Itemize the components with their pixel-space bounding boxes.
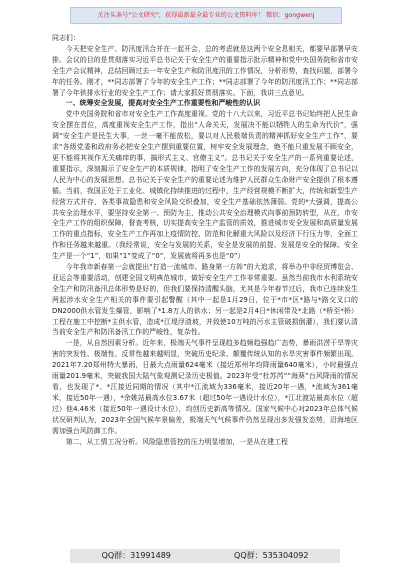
section-heading: 一、统筹安全发展，提高对安全生产工作重要性和严峻性的认识 (65, 99, 261, 108)
paragraph: 今年我市新春第一会就提出“打造一流城市、路身第一方阵”的大追求，将举办中非经贸博览会、亚运会等重要活动，创建全国文明典范城市，做好安全生产工作非常重要。虽然当前我市水利系统安全生产和防汛备汛总体形势是好的，但我们要保持清醒头脑，尤其是今年春节过后，我市已连续发生两起涉水安全生产相关的事件要引起警醒（其中一起是1月29日，位于*市*区*路与*路交叉口的DN2000供水管发生爆管，影响了*1.8万人的供水；另一起是2月4日*休闲带及*北路（*桥至*桥）工程在施工中挖断*主供水管，造成*江堤浮渣坡，并致使10万吨的污水主管破损倒灌），我们要认清当前安全生产和防汛备汛工作的严峻性，复杂性。 (52, 263, 358, 337)
paragraph: 党中央国务院和省市对安全生产工作高度重视。党的十八大以来，习近平总书记始终把人民生命安全摆在首位，高度重视安全生产工作，指出“人命关天，发展决不能以牺牲人的生命为代价”，强调“安全生产是民生大事，一丝一毫不能放松，要以对人民极端负责的精神抓好安全生产工作”，要求“各级党委和政府务必把安全生产摆到重要位置，树牢安全发展理念，绝不能只重发展不顾安全，更不能将其视作无关痛痒的事，搞形式主义、官僚主义”。总书记关于安全生产的一系列重要论述，重要指示，深刻揭示了安全生产的本质规律，指明了安全生产工作的发展方向，充分体现了总书记以人民为中心的发展思想。总书记关于安全生产的重要论述为维护人民群众生命财产安全提供了根本遵循。当前，我国正处于工业化、城镇化持续推进的过程中，生产经营规模不断扩大，传统和新型生产经营方式并存，各类事故隐患和安全风险交织叠加，安全生产基础依然薄弱。党的*大强调，提高公共安全治理水平，要坚持安全第一、预防为主，推动公共安全治理模式向事前预防转型，从在，市安全生产工作的组织保障，督查考核，切实提高安全生产监管的质效，推进城市安全发展和高质量发展工作的重点指标，安全生产工作再加上疫情防控、防范和化解重大风险以及经济下行压力等，全面工作和任务越来越重。（我经常说，安全与发展的关系，安全是发展的前提、发展是安全的保障。安全生产是一个“1”，如果“1”变成了“0”，发展就将再多也是“0”） (52, 110, 358, 261)
paragraph: 一是，从自然因素分析。近年来，极端天气事件呈现趋多趋频趋强趋广态势，暴雨洪涝干旱等灾害的突发性、极端性、反常性越来越明显，突破历史纪录、颠覆传统认知的水旱灾害事件频繁出现。2021年7.20郑州特大暴雨，日最大点雨量624毫米（接近郑州年均降雨量640毫米），小时最强点雨量201.9毫米，突破我国大陆气象观测记录历史极值。2023年受“杜苏芮”“海葵”台风降雨的情况看，也发现了*、*江接近同期的情况（其中*江流域为336毫米，接近20年一遇，*流域为361毫米，接近50年一遇），*余姚站最高水位3.67米（超过50年一遇设计水位），*江北渡站最高水位（超过）他4.46米（接近50年一遇设计水位），均创历史新高等情况。国家气候中心对2023年总体气候状况研判认为，2023年全国气候年景偏差，极端天气气候事件仍然呈现出多发强发态势，沿海地区需加强台风防御工作。 (52, 339, 358, 435)
document-body (52, 33, 358, 447)
footer-qq-group-1: QQ群：31991489 (101, 551, 171, 560)
footer-bar (70, 549, 340, 563)
top-banner[interactable]: 关注头条号"公文研究"，获得最新最全最专业的公文资料库！ 微信：gongwenj (70, 7, 342, 24)
footer-qq-group-2: QQ群：535304092 (234, 551, 309, 560)
salutation: 同志们： (52, 34, 80, 42)
paragraph: 第二，从工情工况分析。风险隐患管控的压力明显增加，一是从在建工程 (65, 437, 288, 446)
paragraph: 今天把安全生产、防汛度汛合并在一起开会，总的考虑就是这两个安全息相关，都要早部署早安排。会议的目的是贯彻落实习近平总书记关于安全生产的重要指示批示精神和党中央国务院和省市安全生产会议精神，总结回顾过去一年安全生产和防汛度汛的工作情况，分析形势，查找问题，部署今年的任务。刚才，**同志部署了今年的安全生产工作；**同志部署了今年的防汛度汛工作；**同志部署了今年供排水行业的安全生产工作；请大家抓好贯彻落实。下面，我讲三点意见。 (52, 44, 358, 97)
